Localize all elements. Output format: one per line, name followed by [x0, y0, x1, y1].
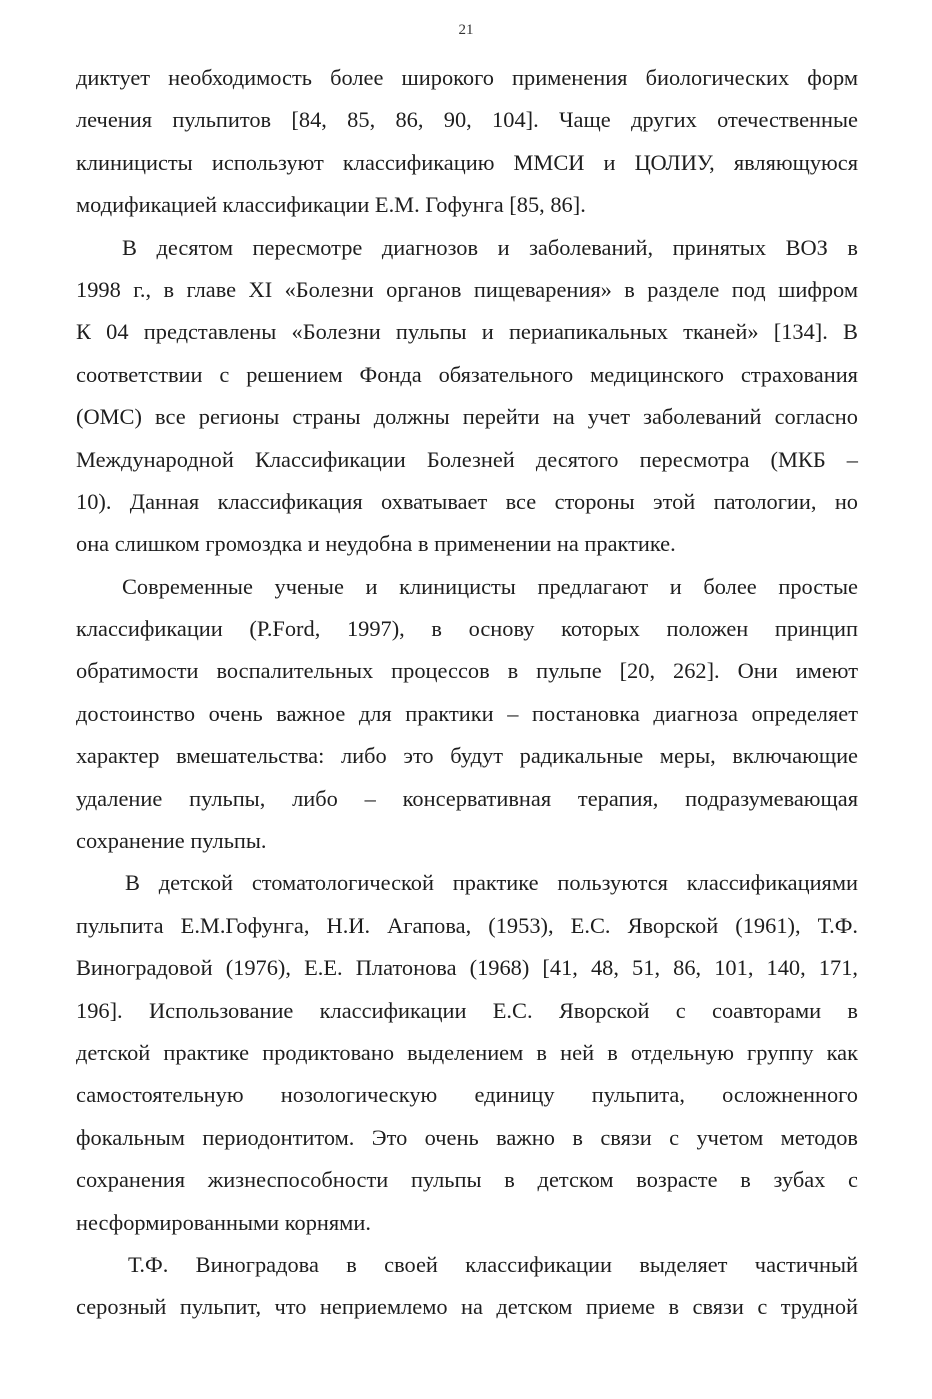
text-line: В детской стоматологической практике пользуются классификациями	[125, 870, 858, 896]
text-line: она слишком громоздка и неудобна в применении на практике.	[76, 531, 676, 557]
body-text	[76, 57, 858, 1329]
paragraph-3	[76, 566, 858, 863]
text-line: соответствии с решением Фонда обязательного медицинского страхования	[76, 361, 858, 387]
text-line: пульпита Е.М.Гофунга, Н.И. Агапова, (1953), Е.С. Яворской (1961), Т.Ф.	[76, 912, 858, 938]
text-line: сохранения жизнеспособности пульпы в детском возрасте в зубах с	[76, 1167, 858, 1193]
text-line: детской практике продиктовано выделением в ней в отдельную группу как	[76, 1039, 858, 1065]
text-line: самостоятельную нозологическую единицу пульпита, осложненного	[76, 1082, 858, 1108]
text-line: классификации (P.Ford, 1997), в основу которых положен принцип	[76, 616, 858, 642]
text-line: серозный пульпит, что неприемлемо на детском приеме в связи с трудной	[76, 1294, 858, 1320]
paragraph-1	[76, 57, 858, 227]
paragraph-2	[76, 227, 858, 566]
text-line: Т.Ф. Виноградова в своей классификации выделяет частичный	[128, 1251, 858, 1277]
text-line: удаление пульпы, либо – консервативная терапия, подразумевающая	[76, 785, 858, 811]
text-line: (ОМС) все регионы страны должны перейти на учет заболеваний согласно	[76, 404, 858, 430]
text-line: диктует необходимость более широкого применения биологических форм	[76, 65, 858, 90]
paragraph-5	[76, 1244, 858, 1329]
text-line: обратимости воспалительных процессов в пульпе [20, 262]. Они имеют	[76, 658, 858, 684]
text-line: Международной Классификации Болезней десятого пересмотра (МКБ –	[76, 446, 858, 472]
text-line: несформированными корнями.	[76, 1209, 371, 1235]
text-line: Виноградовой (1976), Е.Е. Платонова (1968) [41, 48, 51, 86, 101, 140, 171,	[76, 955, 858, 981]
text-line: К 04 представлены «Болезни пульпы и периапикальных тканей» [134]. В	[76, 319, 858, 345]
text-line: клиницисты используют классификацию ММСИ и ЦОЛИУ, являющуюся	[76, 149, 858, 175]
text-line: сохранение пульпы.	[76, 828, 267, 854]
page-number: 21	[458, 22, 474, 38]
text-line: достоинство очень важное для практики – постановка диагноза определяет	[76, 700, 858, 726]
text-line: характер вмешательства: либо это будут радикальные меры, включающие	[76, 743, 858, 769]
text-line: модификацией классификации Е.М. Гофунга [85, 86].	[76, 192, 586, 218]
text-line: 10). Данная классификация охватывает все стороны этой патологии, но	[76, 488, 858, 514]
text-line: фокальным периодонтитом. Это очень важно в связи с учетом методов	[76, 1124, 858, 1150]
text-line: 196]. Использование классификации Е.С. Яворской с соавторами в	[76, 997, 858, 1023]
text-line: 1998 г., в главе XI «Болезни органов пищеварения» в разделе под шифром	[76, 276, 858, 302]
text-line: В десятом пересмотре диагнозов и заболеваний, принятых ВОЗ в	[122, 234, 858, 260]
text-line: Современные ученые и клиницисты предлагают и более простые	[122, 573, 858, 599]
text-line: лечения пульпитов [84, 85, 86, 90, 104]. Чаще других отечественные	[76, 107, 858, 133]
paragraph-4	[76, 862, 858, 1244]
